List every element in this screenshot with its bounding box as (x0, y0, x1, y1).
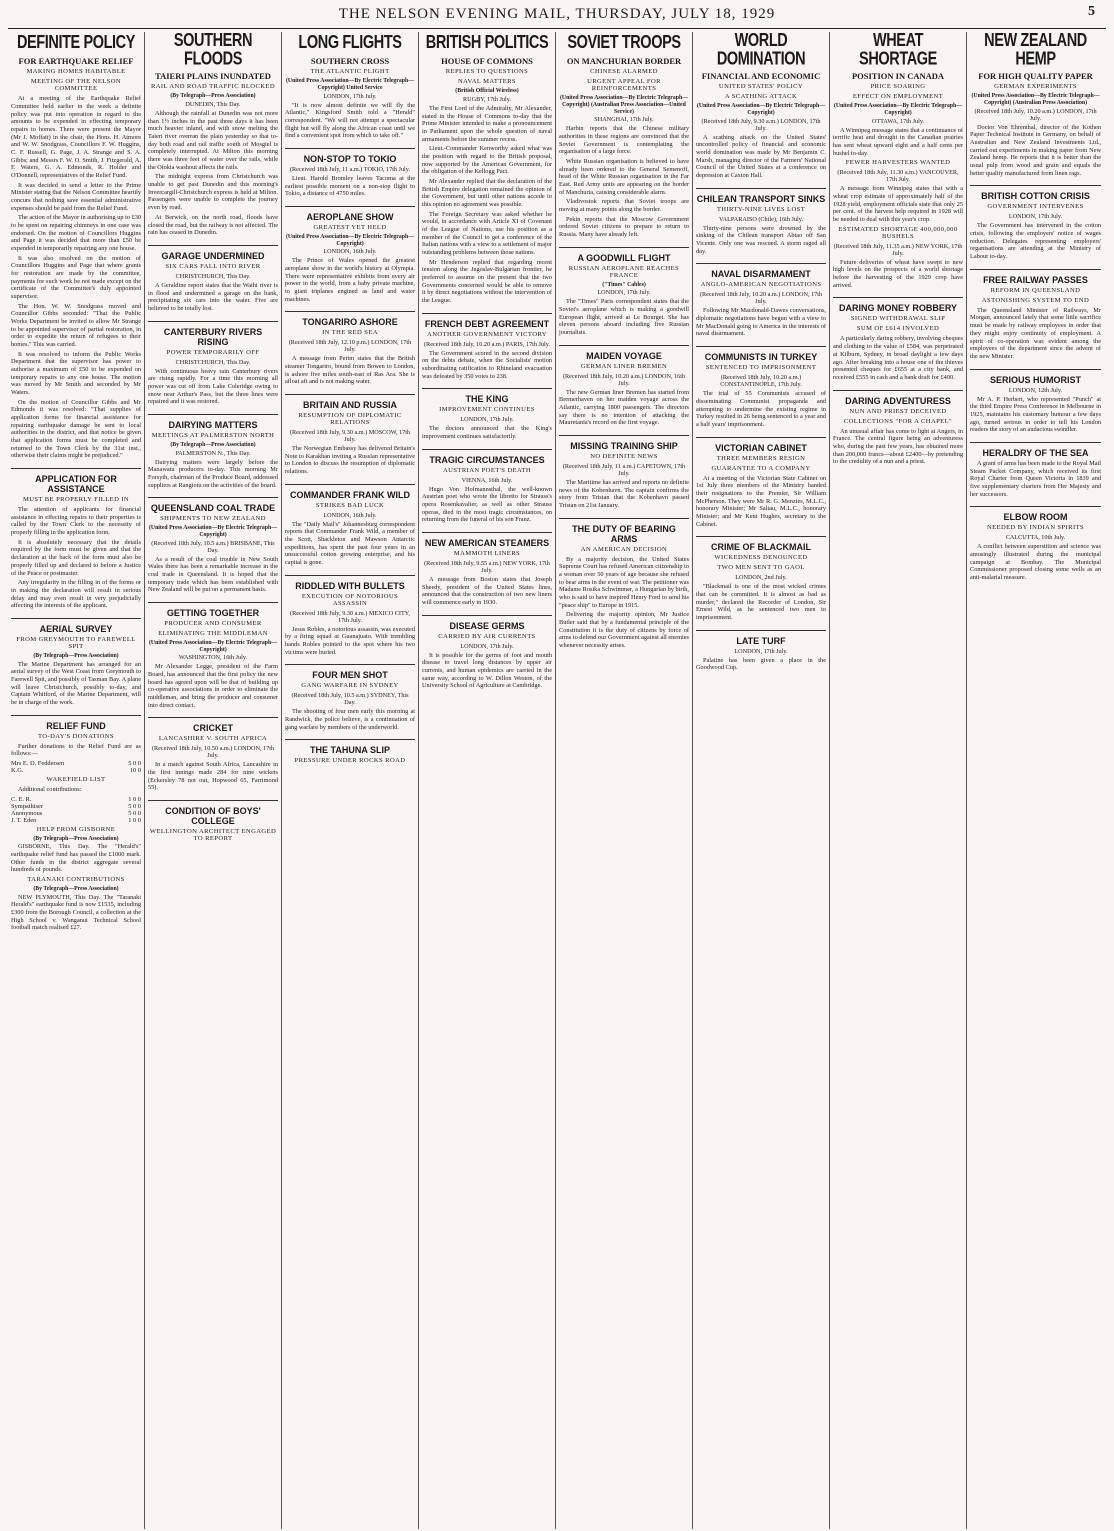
section-headline: SERIOUS HUMORIST (970, 369, 1101, 385)
paragraph: Delivering the majority opinion, Mr Justice Butler said that by a fundamental principle of the Constitution it is the duty of citizens by force of arms to defend our Government against all enemies whenever necessity arises. (559, 611, 689, 650)
deck: THIRTY-NINE LIVES LOST (716, 205, 806, 213)
deck: UNITED STATES' POLICY (718, 83, 804, 91)
page-number: 5 (1088, 4, 1096, 19)
wire-credit: ("Times" Cables) (602, 281, 646, 288)
section-headline: NAVAL DISARMAMENT (696, 263, 826, 279)
donor-name: Sympathiser (11, 802, 43, 810)
dateline: LONDON, 17th July. (460, 642, 514, 650)
section-headline: CRIME OF BLACKMAIL (696, 536, 826, 552)
section-headline: RIDDLED WITH BULLETS (285, 575, 415, 591)
paragraph: The Government scored in the second division on the debts debate, when the Socialists' motion subordinating ratification to Rhineland evacuation was defeated by 350 votes to 238. (422, 349, 552, 380)
wire-credit: (United Press Association—By Electric Telegraph—Copyright) (148, 639, 278, 653)
paragraph: It was also resolved on the motion of Councillors Huggins and Page that where grants for restoration are made by the committee, payments for such work be not made except on the certificate of the Committee's duly appointed supervisor. (11, 254, 141, 301)
subheadline: FINANCIAL AND ECONOMIC (701, 71, 821, 82)
deck: AUSTRIAN POET'S DEATH (443, 466, 531, 474)
deck: PRESSURE UNDER ROCKS ROAD (294, 757, 406, 765)
section-headline: ELBOW ROOM (970, 506, 1101, 522)
column-6 (693, 32, 830, 1529)
dateline: (Received 18th July, 11.30 a.m.) VANCOUVER, 17th July. (837, 169, 959, 184)
dateline: CHRISTCHURCH, This Day. (175, 272, 251, 280)
section-headline: THE DUTY OF BEARING ARMS (559, 518, 689, 544)
dateline: (Received 18th July, 9.55 a.m.) NEW YORK, 17th July. (424, 560, 550, 575)
section-headline: BRITAIN AND RUSSIA (285, 394, 415, 410)
column-8 (967, 32, 1104, 1529)
column-headline: LONG FLIGHTS (298, 32, 402, 53)
column-7 (830, 32, 967, 1529)
paragraph: The Marine Department has arranged for an aerial survey of the West Coast from Greymouth to Farewell Spit, and possibly of Tasman Bay. A plane will leave Christchurch, possibly to-day, and Captain Whitford, of the Marine Department, will be in charge of the work. (11, 660, 141, 706)
paragraph: Harbin reports that the Chinese military authorities in these regions are convinced that the Soviet Government is contemplating the organisation of a large force. (559, 125, 689, 156)
section-headline: DARING ADVENTURESS (833, 390, 963, 406)
dateline: LONDON, 2nd July. (735, 574, 787, 582)
deck: SHIPMENTS TO NEW ZEALAND (160, 515, 266, 523)
section-headline: GETTING TOGETHER (148, 602, 278, 618)
donation-list (11, 796, 141, 824)
paragraph: Mr Alexander Legge, president of the Farm Board, has announced that the first policy the new board has agreed upon will be that of building up co-operative associations in order to eliminate the middleman, and bring the producer and consumer into direct contact. (148, 663, 278, 709)
dateline: LONDON, 16th July. (323, 511, 377, 519)
deck: SIGNED WITHDRAWAL SLIP (850, 315, 946, 323)
donation-amount: 5 0 0 (128, 802, 141, 810)
dateline: LONDON, 12th July. (1008, 386, 1063, 394)
column-headline: NEW ZEALAND HEMP (984, 32, 1087, 70)
dateline: (Received 18th July, 10.20 a.m.) PARIS, 17th July. (424, 340, 550, 348)
section-headline: CANTERBURY RIVERS RISING (148, 321, 278, 347)
column-headline: DEFINITE POLICY (16, 32, 136, 53)
section-headline: QUEENSLAND COAL TRADE (148, 497, 278, 513)
dateline: CHRISTCHURCH, This Day. (175, 358, 251, 366)
donation-row (11, 796, 141, 803)
dateline: (Received 18th July, 11.35 a.m.) NEW YORK, 17th July. (833, 242, 963, 257)
dateline: (Received 18th July, 9.30 a.m.) MOSCOW, 17th July. (289, 428, 411, 443)
dateline: LONDON, 17th July. (323, 92, 377, 100)
paragraph: White Russian organisation is believed to have already been ordered to the General Semenoff, head of the White Russian organisation in the Far East. Red Army units are appearing on the border of Manchuria, causing considerable alarm. (559, 157, 689, 196)
paragraph: Palatine has been given a place in the Goodwood Cup. (696, 656, 826, 672)
column-5 (556, 32, 693, 1529)
wire-credit: (By Telegraph—Press Association) (170, 441, 256, 448)
deck: NEEDED BY INDIAN SPIRITS (986, 524, 1085, 532)
section-headline: MAIDEN VOYAGE (559, 345, 689, 361)
subheadline: SOUTHERN CROSS (310, 56, 390, 67)
section-headline: HERALDRY OF THE SEA (970, 442, 1101, 458)
wire-credit: (United Press Association—By Electric Telegraph—Copyright) United Service (285, 78, 415, 91)
deck: RUSSIAN AEROPLANE REACHES FRANCE (568, 264, 680, 279)
dateline: (Received 18th July, 10.5 a.m.) BRISBANE, This Day. (151, 539, 275, 554)
wire-credit: (British Official Wireless) (455, 88, 519, 95)
section-headline: CONDITION OF BOYS' COLLEGE (148, 800, 278, 826)
paragraph: At Berwick, on the north road, floods have closed the road, but the railway is not affected. The rain has ceased in Dunedin. (148, 213, 278, 237)
column-headline: WORLD DOMINATION (716, 32, 806, 70)
deck: RESUMPTION OF DIPLOMATIC RELATIONS (298, 411, 402, 426)
paragraph: Further donations to the Relief Fund are as follows:— (11, 742, 141, 758)
deck: FEWER HARVESTERS WANTED (845, 159, 951, 167)
dateline: (Received 18th July, 10.20 a.m.) LONDON, 17th July. (974, 107, 1097, 122)
paragraph: It is possible for the germs of foot and mouth disease to travel long distances by upper air currents, and human epidemics are carried in the same way, according to W. Dillon Weston, of the University School of Agriculture at Cambridge. (422, 651, 552, 690)
section-headline: DISEASE GERMS (422, 615, 552, 631)
donation-amount: 5 0 0 (128, 759, 141, 767)
section-headline: TONGARIRO ASHORE (285, 311, 415, 327)
deck: FROM GREYMOUTH TO FAREWELL SPIT (16, 635, 136, 650)
deck: ASTONISHING SYSTEM TO END (981, 296, 1090, 304)
wire-credit: (United Press Association—By Electric Telegraph—Copyright) (148, 525, 278, 538)
paragraph: Pekin reports that the Moscow Government ordered Soviet citizens to prepare to return to Russia. Many have already left. (559, 215, 689, 238)
deck: NAVAL MATTERS (457, 78, 517, 86)
donor-name: Anonymous (11, 809, 43, 817)
deck: IMPROVEMENT CONTINUES (439, 406, 535, 414)
section-headline: LATE TURF (696, 630, 826, 646)
deck: GERMAN LINER BREMEN (580, 362, 668, 370)
wire-credit: (By Telegraph—Press Association) (33, 835, 119, 842)
dateline: CALCUTTA, 10th July. (1005, 534, 1066, 542)
deck: WICKEDNESS DENOUNCED (714, 554, 808, 562)
paragraph: The Hon. W. W. Snodgrass moved and Councillor Gibbs seconded: "That the Public Works Department be invited to allow Mr Strange to be appointed supervisor of partial restoration, in order to expedite the return of refugees to their homes." This was carried. (11, 302, 141, 349)
paragraph: With continuous heavy rain Canterbury rivers are rising rapidly. For a time this morning all power was cut off from Lake Coleridge owing to snow near Arthur's Pass, but the three lines were repaired and it was restored. (148, 367, 278, 406)
deck: TWO MEN SENT TO GAOL (717, 564, 805, 572)
column-headline: SOUTHERN FLOODS (173, 32, 253, 70)
paragraph: Mr Henderson replied that regarding recent tension along the Jugoslav-Bulgarian frontier, he preferred to assume on the present that the two Governments concerned would be able to remove it by direct negotiations without the intervention of the League. (422, 258, 552, 304)
donation-row (11, 803, 141, 810)
paragraph: A scathing attack on the United States' uncontrolled policy of financial and economic world domination was made by Mr Benjamin C. Marsh, managing director of the Farmers' National Council of the United States at a conference on depression at Caxton Hall. (696, 133, 826, 180)
section-headline: AEROPLANE SHOW (285, 206, 415, 222)
deck: GERMAN EXPERIMENTS (994, 83, 1077, 91)
wire-credit: (United Press Association—By Electric Telegraph—Copyright) (Australian Press Association) (971, 93, 1100, 107)
paragraph: The "Times" Paris correspondent states that the Soviet's aeroplane which is making a goodwill European flight, arrived at Le Bourget. She has eleven persons aboard including five Russian journalists. (559, 298, 689, 336)
subheadline: ON MANCHURIAN BORDER (566, 56, 682, 67)
paragraph: The Maritime has arrived and reports no definite news of the Kobenhavn. The captain confirms the story from Tristan that the Kobenhavn passed Tristan on 21st January. (559, 478, 689, 509)
deck: ANGLO-AMERICAN NEGOTIATIONS (700, 281, 822, 289)
masthead-title: THE NELSON EVENING MAIL, THURSDAY, JULY 18, 1929 (338, 5, 776, 22)
paragraph: A Geraldine report states that the Waihi river is in flood and undermined a garage on the bank, precipitating six cars into the water. Five are believed to be totally lost. (148, 281, 278, 312)
paragraph: It is absolutely necessary that the details required by the form must be given and that the declaration at the back of the form must also be properly filled up and declared to before a Justice of the Peace or postmaster. (11, 538, 141, 577)
wire-credit: (By Telegraph—Press Association) (33, 652, 119, 659)
donation-row (11, 817, 141, 824)
dateline: (Received 18th July, 9.30 a.m.) MEXICO CITY, 17th July. (290, 609, 410, 624)
subheadline: POSITION IN CANADA (851, 71, 945, 82)
donation-amount: 10 0 (129, 766, 141, 774)
dateline: LONDON, 17th July. (597, 289, 651, 297)
paragraph: A message from Winnipeg states that with a wheat crop estimate of approximately half of the 1928 yield, employment officials state that only 25 per cent. of the harvest help required in 1928 will be needed to deal with this year's crop. (833, 185, 963, 224)
paragraph: NEW PLYMOUTH, This Day. The "Taranaki Herald's" earthquake fund is now £1535, including £300 from the Borough Council, a collection at the High School v. Wanganui Technical School football match realised £27. (11, 893, 141, 932)
deck: URGENT APPEAL FOR REINFORCEMENTS (587, 78, 661, 93)
deck: WAKEFIELD LIST (46, 775, 106, 783)
paragraph: An unusual affair has come to light at Angers, in France. The central figure being an adventuress who, during the past few years, has obtained more than 200,000 francs—about £2400—by pretending to the credulity of a nun and a priest. (833, 427, 963, 466)
paragraph: The new German liner Bremen has started from Bremerhaven on her maiden voyage across the Atlantic, carrying 1800 passengers. The directors say there is no intention of attacking the Mauretania's record on the first voyage. (559, 388, 689, 427)
deck: CARRIED BY AIR CURRENTS (438, 632, 536, 640)
deck: THREE MEMBERS RESIGN (716, 454, 806, 462)
donation-amount: 1 0 0 (128, 795, 141, 803)
subheadline: HOUSE OF COMMONS (441, 56, 533, 67)
paragraph: A conflict between superstition and science was amusingly illustrated during the municipal campaign at Bombay. The Municipal Commissioner proposed closing some wells as an anti-malarial measure. (970, 543, 1101, 581)
paragraph: GISBORNE, This Day. The "Herald's" earthquake relief fund has passed the £1000 mark. Other funds in the district aggregate several hundreds of pounds. (11, 843, 141, 874)
deck: EFFECT ON EMPLOYMENT (852, 93, 944, 101)
section-headline: THE KING (422, 388, 552, 404)
deck: PRICE SOARING (870, 83, 926, 91)
paragraph: The attention of applicants for financial assistance in effecting repairs to their properties is called by the Town Clerk to the necessity of properly filling in the application form. (11, 506, 141, 537)
wire-credit: (United Press Association—By Electric Telegraph—Copyright) (Australian Press Association—United Service) (559, 95, 689, 115)
deck: REPLIES TO QUESTIONS (445, 68, 529, 76)
deck: RAIL AND ROAD TRAFFIC BLOCKED (150, 83, 276, 91)
deck: TO-DAY'S DONATIONS (38, 732, 114, 740)
dateline: (Received 18th July, 10.20 a.m.) CONSTANTINOPLE, 17th July. (720, 374, 802, 389)
paragraph: As a result of the coal trouble in New South Wales there has been a remarkable increase in the coal trade in Queensland. It is hoped that the temporary trade which has been established with New Zealand will be put on a permanent basis. (148, 555, 278, 594)
section-headline: FOUR MEN SHOT (285, 664, 415, 680)
masthead (8, 0, 1106, 29)
paragraph: Future deliveries of wheat have swept to new high levels on the prospects of a world shortage before the harvesting of the 1929 crop have arrived. (833, 258, 963, 289)
section-headline: APPLICATION FOR ASSISTANCE (11, 468, 141, 494)
donation-amount: 5 0 0 (128, 809, 141, 817)
subheadline: FOR EARTHQUAKE RELIEF (18, 56, 134, 67)
deck: POWER TEMPORARILY OFF (166, 348, 260, 356)
deck: NO DEFINITE NEWS (590, 452, 658, 460)
deck: GOVERNMENT INTERVENES (987, 203, 1084, 211)
section-headline: CRICKET (148, 717, 278, 733)
paragraph: "It is now almost definite we will fly the Atlantic," Kingsford Smith told a "Herald" correspondent. "We will not attempt a spectacular flight but will fly along the African coast until we find a convenient spot from which to take off." (285, 101, 415, 140)
paragraph: The shooting of four men early this morning at Randwick, the police believe, is a continuation of gang warfare by members of the underworld. (285, 708, 415, 731)
section-headline: COMMANDER FRANK WILD (285, 484, 415, 500)
dateline: (Received 18th July, 10.20 a.m.) LONDON, 17th July. (699, 291, 823, 306)
paragraph: Following Mr Macdonald-Dawes conversations, diplomatic negotiations have begun with a view to Mr MacDonald going to America in the interests of naval disarmament. (696, 307, 826, 338)
dateline: SHANGHAI, 17th July. (594, 116, 654, 124)
section-headline: CHILEAN TRANSPORT SINKS (696, 188, 826, 204)
paragraph: The Norwegian Embassy has delivered Britain's Note to Karakhan inviting a Russian representative to London to discuss the resumption of diplomatic relations. (285, 444, 415, 475)
paragraph: It was decided to send a letter to the Prime Minister stating that the Nelson Committee heartily concurs that nothing save essential administrative expenses should be paid from the Relief Fund. (11, 181, 141, 212)
paragraph: Mr Alexander replied that the declaration of the British Empire delegation remained the opinion of the Government, but until other nations accede to this opinion no agreement was possible. (422, 177, 552, 208)
deck: PRODUCER AND CONSUMER (164, 619, 262, 627)
donor-name: C. E. R. (11, 795, 32, 803)
wire-credit: (United Press Association—By Electric Telegraph—Copyright) (696, 103, 826, 117)
paragraph: At a meeting of the Earthquake Relief Committee held earlier in the week a definite policy was put into operation in regard to the amounts to be expended in effecting temporary repairs to homes. There were present the Mayor (Mr J. Moffatt) in the chair, the Hons. H. Atmore and W. W. Snodgrass, Councillors F. W. Huggins, C. F. Russell, G. Page, J. A. Strange and S. A. Gibbs; and Messrs F. W. O. Smith, J. Fitzgerald, A. F. Waters, G. A. Edmonds, R. Holder and O'Donnell, representatives of the Relief Fund. (11, 95, 141, 179)
dateline: LONDON, 17th July. (734, 647, 788, 655)
paragraph: The Prince of Wales opened the greatest aeroplane show in the world's history at Olympia. There were representative exhibits from every air power in the world, from a baby private machine, to giant triplanes engined as land and water machines. (285, 257, 415, 303)
section-headline: A GOODWILL FLIGHT (559, 247, 689, 263)
paragraph: The Queensland Minister of Railways, Mr Morgan, announced lately that some little sacrifice must be made by railway employees in order that they might enjoy continuity of employment. A spirit of co-operation was evident among the employees of the department since the advent of the new Minister. (970, 306, 1101, 360)
wire-credit: (United Press Association—By Electric Telegraph—Copyright) (285, 233, 415, 247)
paragraph: By a majority decision, the United States Supreme Court has refused American citizenship to a woman over 50 years of age because she refused to bear arms in the event of war. The petitioner was Madame Rosika Schwimmer, a Hungarian by birth, who is said to have inspired Henry Ford to send his "peace ship" to Europe in 1915. (559, 555, 689, 609)
paragraph: Additional contributions: (18, 785, 82, 793)
paragraph: Lieut.-Commander Kenworthy asked what was the position with regard to the British proposal, now supported by the American Government, for the obligation of the Kellogg Pact. (422, 145, 552, 176)
section-headline: DAIRYING MATTERS (148, 414, 278, 430)
dateline: (Received 18th July, 11 a.m.) TOKIO, 17th July. (289, 165, 411, 173)
donation-row (11, 760, 141, 767)
wire-credit: (By Telegraph—Press Association) (170, 93, 256, 100)
paragraph: The "Daily Mail's" Johannesburg correspondent reports that Commander Frank Wild, a member of the Scott, Shackleton and Mawson Antarctic expeditions, has spent the past four years in an unsuccessful cotton growing enterprise, and his capital is gone. (285, 520, 415, 566)
dateline: (Received 18th July, 12.10 p.m.) LONDON, 17th July. (288, 339, 412, 354)
deck: LANCASHIRE V. SOUTH AFRICA (158, 735, 268, 743)
deck: CHINESE ALARMED (590, 68, 658, 76)
donor-name: K.G. (11, 766, 24, 774)
paragraph: "Blackmail is one of the most wicked crimes that can be committed. It is almost as bad as murder," declared the Recorder of London, Sir Ernest Wild, as he sentenced two men to imprisonment. (696, 583, 826, 621)
column-4 (419, 32, 556, 1529)
section-headline: NON-STOP TO TOKIO (285, 148, 415, 164)
dateline: OTTAWA, 17th July. (871, 117, 925, 125)
column-headline: SOVIET TROOPS (567, 32, 681, 53)
dateline: RUGBY, 17th July. (463, 95, 511, 103)
paragraph: Mr A. P. Herbert, who represented "Punch" at the third Empire Press Conference in Melbourne in 1925, maintains his customary humour a few days ago, turned serious in order to tell his London readers the story of an audacious swindler. (970, 395, 1101, 434)
dateline: (Received 18th July, 11 a.m.) CAPETOWN, 17th July. (562, 462, 686, 477)
dateline: (Received 18th July, 10.20 a.m.) LONDON, 16th July. (562, 372, 686, 387)
dateline: PALMERSTON N., This Day. (175, 449, 251, 457)
section-headline: TRAGIC CIRCUMSTANCES (422, 449, 552, 465)
paragraph: The Government has intervened in the cotton crisis, following the employers' notice of wages reduction. Delegates representing employers' organisations are attending at the Ministry of Labour to-day. (970, 222, 1101, 261)
deck: MUST BE PROPERLY FILLED IN (22, 496, 130, 504)
deck: AN AMERICAN DECISION (580, 545, 668, 553)
section-headline: THE TAHUNA SLIP (285, 739, 415, 755)
dateline: LONDON, 16th July. (323, 248, 377, 256)
paragraph: Jesus Robles, a notorious assassin, was executed by a firing squad at Guanajuato. With trembling hands Robles pointed to the spot where his two victims were buried. (285, 625, 415, 656)
paragraph: The midnight express from Christchurch was unable to get past Dunedin and this morning's Invercargill-Christchurch express is held at Milton. Passengers were unable to complete the journey even by road. (148, 173, 278, 212)
dateline: VIENNA, 16th July. (461, 476, 513, 484)
deck: EXECUTION OF NOTORIOUS ASSASSIN (301, 592, 399, 607)
deck: MAMMOTH LINERS (453, 550, 521, 558)
deck: MAKING HOMES HABITABLE (26, 68, 126, 76)
deck: ANOTHER GOVERNMENT VICTORY (427, 330, 547, 338)
deck: WELLINGTON ARCHITECT ENGAGED TO REPORT (149, 827, 277, 842)
donation-list (11, 760, 141, 774)
donor-name: Mrs E. D. Feddersen (11, 759, 65, 767)
deck: GREATEST YET HELD (313, 223, 387, 231)
dateline: VALPARAISO (Chile), 16th July. (719, 215, 803, 223)
deck: STRIKES BAD LUCK (315, 501, 385, 509)
section-headline: GARAGE UNDERMINED (148, 245, 278, 261)
paragraph: A grant of arms has been made to the Royal Mail Steam Packet Company, which received its first Royal Charter from Queen Victoria in 1839 and five supplementary charters from Her Majesty and her successors. (970, 459, 1101, 498)
deck: THE ATLANTIC FLIGHT (310, 68, 390, 76)
paragraph: Thirty-nine persons were drowned by the sinking of the Chilean transport Abtao off San Vicente. Only one was rescued. A storm raged all day. (696, 224, 826, 255)
subheadline: TAIERI PLAINS INUNDATED (155, 71, 271, 82)
section-headline: RELIEF FUND (11, 715, 141, 731)
dateline: WASHINGTON, 16th July. (178, 654, 248, 662)
deck: TARANAKI CONTRIBUTIONS (27, 875, 125, 883)
section-headline: MISSING TRAINING SHIP (559, 435, 689, 451)
deck: SENTENCED TO IMPRISONMENT (705, 364, 817, 372)
paragraph: A particularly daring robbery, involving cheques and clothing to the value of £584, was perpetrated at Kilburn, Sydney, in broad daylight a few days ago. After breaking into a house one of the thieves presented cheques for £655 at a city bank, and received £555 in cash and a bank draft for £400. (833, 335, 963, 381)
wire-credit: (United Press Association—By Electric Telegraph—Copyright) (833, 103, 963, 117)
deck: MEETING OF THE NELSON COMMITTEE (30, 78, 122, 93)
section-headline: FRENCH DEBT AGREEMENT (422, 313, 552, 329)
paragraph: Lieut. Harold Bromley leaves Tacoma at the earliest possible moment on a non-stop flight to Tokio, a distance of 4750 miles. (285, 174, 415, 198)
paragraph: A Winnipeg message states that a continuance of terrific heat and drought in the Canadian prairies has sent wheat upward eight and a half cents per bushel to-day. (833, 126, 963, 157)
section-headline: DARING MONEY ROBBERY (833, 297, 963, 313)
section-headline: VICTORIAN CABINET (696, 437, 826, 453)
deck: SUM OF £614 INVOLVED (856, 325, 940, 333)
section-headline: FREE RAILWAY PASSES (970, 269, 1101, 285)
section-headline: NEW AMERICAN STEAMERS (422, 532, 552, 548)
dateline: LONDON, 17th July. (1008, 213, 1063, 221)
paragraph: Any irregularity in the filling in of the forms or in making the declaration will result in serious delay and may even result in very prejudicially affecting the interests of the applicant. (11, 579, 141, 610)
donation-amount: 1 0 0 (128, 816, 141, 824)
paragraph: Vladivostok reports that Soviet troops are moving at many points along the border. (559, 198, 689, 213)
dateline: (Received 18th July, 10.50 a.m.) LONDON, 17th July. (151, 745, 275, 760)
paragraph: Dairying matters were largely before the Manawatu producers to-day. This morning Mr Forsyth, chairman of the Produce Board, addressed suppliers at Rangiotu on the activities of the board. (148, 458, 278, 489)
columns-container (8, 32, 1106, 1529)
deck: A SCATHING ATTACK (724, 93, 798, 101)
deck: SIX CARS FALL INTO RIVER (165, 262, 261, 270)
paragraph: A message from Boston states that Joseph Sheedy, president of the United States lines, announced that the construction of two new liners will commence early in 1930. (422, 576, 552, 607)
deck: HELP FROM GISBORNE (36, 825, 116, 833)
dateline: (Received 18th July, 9.30 a.m.) LONDON, 17th July. (701, 117, 821, 132)
paragraph: The First Lord of the Admiralty, Mr Alexander, stated in the House of Commons to-day that the Prime Minister intended to make a pronouncement in Parliament upon the whole question of naval armaments before the summer recess. (422, 104, 552, 143)
deck: COLLECTIONS "FOR A CHAPEL" (843, 417, 953, 425)
deck: REFORM IN QUEENSLAND (990, 286, 1081, 294)
column-2 (145, 32, 282, 1529)
deck: ESTIMATED SHORTAGE 400,000,000 BUSHELS (838, 225, 958, 240)
paragraph: The action of the Mayor in authorising up to £30 to be spent on repairing chimneys in one case was endorsed. On the motion of Councillors Huggins and Page it was decided that more than £50 be expended in temporarily repairing any one house. (11, 214, 141, 252)
paragraph: Hugo Von Hofmannsthal, the well-known Austrian poet who wrote the libretto for Strauss's opera Rosenkavalier, as well as other Strauss operas, died in the most tragic circumstances, on returning from the funeral of his son Franz. (422, 485, 552, 524)
paragraph: It was resolved to inform the Public Works Department that the supervisor has power to authorise a maximum of £50 to be expended on temporary repairs to any one house. The motion was moved by Mr Smith and seconded by Mr Waters. (11, 350, 141, 397)
dateline: (Received 18th July, 10.5 a.m.) SYDNEY, This Day. (291, 692, 409, 707)
paragraph: The Foreign Secretary was asked whether he would, in accordance with Article XI of Covenant of the League of Nations, use his position as a member of the Council to get a conference of the Italian nations with a view to a settlement of major outstanding problems between those nations. (422, 210, 552, 256)
donation-row (11, 767, 141, 774)
donor-name: J. T. Eden (11, 816, 37, 824)
paragraph: The trial of 55 Communists accused of disseminating Communist propaganda and attempting to undermine the existing regime in Turkey resulted in 26 being sentenced to a year and a half years' imprisonment. (696, 390, 826, 428)
deck: MEETINGS AT PALMERSTON NORTH (151, 431, 275, 439)
donation-row (11, 810, 141, 817)
deck: GANG WARFARE IN SYDNEY (301, 682, 399, 690)
paragraph: Doctor Von Ehrenthal, director of the Kothen Paper Technical Institute in Germany, on behalf of Australian and New Zealand Investments Ltd., carried out experiments in making paper from New Zealand hemp. He reports that it is better than the usual pulp from wood and grain and equals the better quality manufactured from linen rags. (970, 123, 1101, 177)
deck: NUN AND PRIEST DECEIVED (849, 407, 947, 415)
column-3 (282, 32, 419, 1529)
deck: ELIMINATING THE MIDDLEMAN (158, 629, 268, 637)
column-1 (8, 32, 145, 1529)
column-headline: BRITISH POLITICS (425, 32, 549, 53)
subheadline: FOR HIGH QUALITY PAPER (978, 71, 1093, 82)
dateline: LONDON, 17th July. (460, 416, 514, 424)
column-headline: WHEAT SHORTAGE (859, 32, 937, 70)
deck: GUARANTEE TO A COMPANY (711, 464, 811, 472)
wire-credit: (By Telegraph—Press Association) (33, 885, 119, 892)
paragraph: The doctors announced that the King's improvement continues satisfactorily. (422, 425, 552, 441)
section-headline: AERIAL SURVEY (11, 618, 141, 634)
section-headline: BRITISH COTTON CRISIS (970, 185, 1101, 201)
dateline: DUNEDIN, This Day. (185, 101, 241, 109)
paragraph: A message from Perim states that the British steamer Tongariro, bound from Bowen to London, is ashore five miles south-east of Ras Ara. She is afloat aft and is not making water. (285, 355, 415, 386)
paragraph: At a meeting of the Victorian State Cabinet on 1st July three members of the Ministry handed their resignations to the Premier, Sir William McPherson. They were Mr R. G. Menzies, M.L.C., honorary Minister; Mr Saltau, M.L.C., honorary Minister; and Mr Kent Hughes, secretary to the Cabinet. (696, 474, 826, 528)
paragraph: Although the rainfall at Dunedin was not more than 1½ inches in the past three days it has been much heavier inland, and with snow melting the Taieri river overran the plain yesterday so that to-day both road and rail traffic south of Mosgiel is completely interrupted. At Milton this morning there was three feet of water over the rails, while the Otokia washout affects the rails. (148, 110, 278, 171)
deck: IN THE RED SEA (322, 329, 378, 337)
section-headline: COMMUNISTS IN TURKEY (696, 346, 826, 362)
paragraph: In a match against South Africa, Lancashire in the first innings made 284 for nine wickets (Eckersley 78 not out, Hopwood 65, Farrimond 55). (148, 761, 278, 792)
paragraph: On the motion of Councillor Gibbs and Mr Edmonds it was resolved: "That supplies of application forms for financial assistance for repairing earthquake damage be sent to local authorities in the district, and that notice be given that application forms must be completed and returned to the Town Clerk by the 31st inst., otherwise their claims might be prejudiced." (11, 398, 141, 460)
